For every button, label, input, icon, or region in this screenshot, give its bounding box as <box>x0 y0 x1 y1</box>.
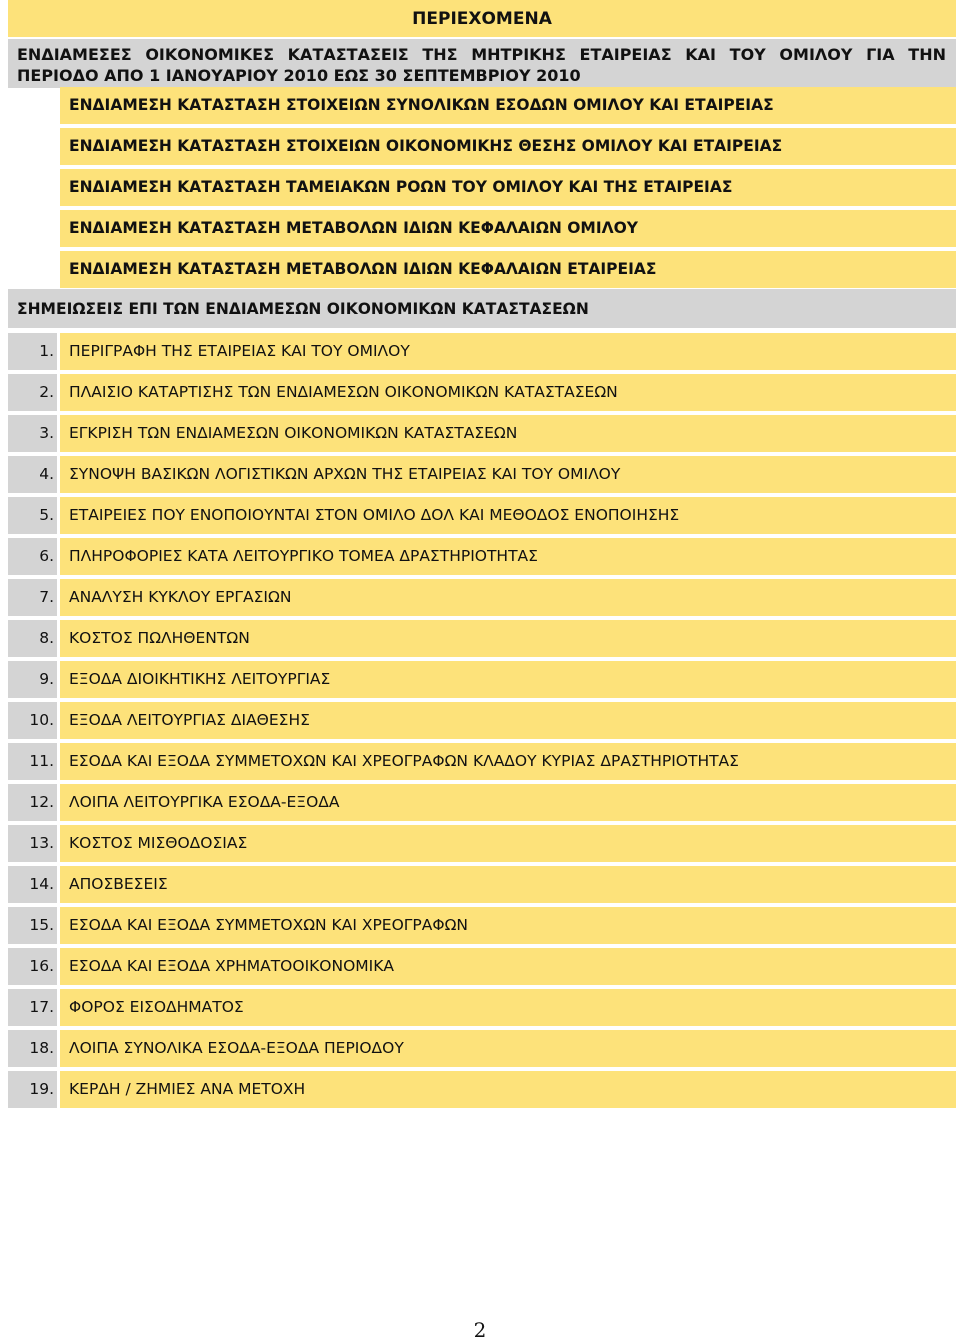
note-row[interactable] <box>8 702 956 739</box>
note-text-cell <box>60 784 956 821</box>
note-text: ΑΝΑΛΥΣΗ ΚΥΚΛΟΥ ΕΡΓΑΣΙΩΝ <box>69 588 292 606</box>
note-row[interactable] <box>8 374 956 411</box>
note-number: 6. <box>39 547 54 565</box>
intro-heading-line-2: ΠΕΡΙΟΔΟ ΑΠΟ 1 ΙΑΝΟΥΑΡΙΟΥ 2010 ΕΩΣ 30 ΣΕΠΤΕΜΒΡΙΟΥ 2010 <box>17 66 581 85</box>
note-text: ΛΟΙΠΑ ΣΥΝΟΛΙΚΑ ΕΣΟΔΑ-ΕΞΟΔΑ ΠΕΡΙΟΔΟΥ <box>69 1039 404 1057</box>
note-row[interactable] <box>8 743 956 780</box>
note-number-cell <box>8 538 57 575</box>
note-number-cell <box>8 948 57 985</box>
note-text: ΠΛΑΙΣΙΟ ΚΑΤΑΡΤΙΣΗΣ ΤΩΝ ΕΝΔΙΑΜΕΣΩΝ ΟΙΚΟΝΟΜΙΚΩΝ ΚΑΤΑΣΤΑΣΕΩΝ <box>69 383 618 401</box>
note-number: 10. <box>29 711 54 729</box>
note-number-cell <box>8 1030 57 1067</box>
note-text-cell <box>60 374 956 411</box>
note-row[interactable] <box>8 1071 956 1108</box>
note-text: ΕΣΟΔΑ ΚΑΙ ΕΞΟΔΑ ΣΥΜΜΕΤΟΧΩΝ ΚΑΙ ΧΡΕΟΓΡΑΦΩΝ ΚΛΑΔΟΥ ΚΥΡΙΑΣ ΔΡΑΣΤΗΡΙΟΤΗΤΑΣ <box>69 752 739 770</box>
statement-label: ΕΝΔΙΑΜΕΣΗ ΚΑΤΑΣΤΑΣΗ ΜΕΤΑΒΟΛΩΝ ΙΔΙΩΝ ΚΕΦΑΛΑΙΩΝ ΕΤΑΙΡΕΙΑΣ <box>69 260 657 278</box>
note-text-cell <box>60 907 956 944</box>
note-number: 8. <box>39 629 54 647</box>
note-row[interactable] <box>8 579 956 616</box>
note-number-cell <box>8 374 57 411</box>
note-text-cell <box>60 948 956 985</box>
note-text-cell <box>60 989 956 1026</box>
statement-item[interactable] <box>60 87 956 124</box>
note-row[interactable] <box>8 907 956 944</box>
toc-title-bar <box>8 0 956 37</box>
note-number: 1. <box>39 342 54 360</box>
intro-heading-line-1: ΕΝΔΙΑΜΕΣΕΣ ΟΙΚΟΝΟΜΙΚΕΣ ΚΑΤΑΣΤΑΣΕΙΣ ΤΗΣ ΜΗΤΡΙΚΗΣ ΕΤΑΙΡΕΙΑΣ ΚΑΙ ΤΟΥ ΟΜΙΛΟΥ ΓΙΑ ΤΗΝ <box>17 45 946 64</box>
notes-heading: ΣΗΜΕΙΩΣΕΙΣ ΕΠΙ ΤΩΝ ΕΝΔΙΑΜΕΣΩΝ ΟΙΚΟΝΟΜΙΚΩΝ ΚΑΤΑΣΤΑΣΕΩΝ <box>17 300 589 318</box>
note-number: 3. <box>39 424 54 442</box>
statement-label: ΕΝΔΙΑΜΕΣΗ ΚΑΤΑΣΤΑΣΗ ΣΤΟΙΧΕΙΩΝ ΟΙΚΟΝΟΜΙΚΗΣ ΘΕΣΗΣ ΟΜΙΛΟΥ ΚΑΙ ΕΤΑΙΡΕΙΑΣ <box>69 137 783 155</box>
note-number-cell <box>8 743 57 780</box>
note-text: ΑΠΟΣΒΕΣΕΙΣ <box>69 875 168 893</box>
note-number-cell <box>8 989 57 1026</box>
note-text-cell <box>60 620 956 657</box>
statement-label: ΕΝΔΙΑΜΕΣΗ ΚΑΤΑΣΤΑΣΗ ΣΤΟΙΧΕΙΩΝ ΣΥΝΟΛΙΚΩΝ ΕΣΟΔΩΝ ΟΜΙΛΟΥ ΚΑΙ ΕΤΑΙΡΕΙΑΣ <box>69 96 774 114</box>
note-number: 18. <box>29 1039 54 1057</box>
note-number: 16. <box>29 957 54 975</box>
note-text: ΕΣΟΔΑ ΚΑΙ ΕΞΟΔΑ ΣΥΜΜΕΤΟΧΩΝ ΚΑΙ ΧΡΕΟΓΡΑΦΩΝ <box>69 916 469 934</box>
notes-heading-block <box>8 289 956 328</box>
note-number: 9. <box>39 670 54 688</box>
note-text: ΦΟΡΟΣ ΕΙΣΟΔΗΜΑΤΟΣ <box>69 998 244 1016</box>
note-number-cell <box>8 497 57 534</box>
note-text-cell <box>60 702 956 739</box>
note-text-cell <box>60 1030 956 1067</box>
note-number: 2. <box>39 383 54 401</box>
note-number-cell <box>8 620 57 657</box>
note-number: 4. <box>39 465 54 483</box>
note-number-cell <box>8 702 57 739</box>
note-number-cell <box>8 907 57 944</box>
note-number: 12. <box>29 793 54 811</box>
note-number-cell <box>8 456 57 493</box>
note-text-cell <box>60 415 956 452</box>
note-number: 13. <box>29 834 54 852</box>
statement-item[interactable] <box>60 210 956 247</box>
note-text-cell <box>60 743 956 780</box>
note-number-cell <box>8 333 57 370</box>
intro-heading <box>17 44 946 86</box>
note-number-cell <box>8 661 57 698</box>
note-text: ΕΞΟΔΑ ΔΙΟΙΚΗΤΙΚΗΣ ΛΕΙΤΟΥΡΓΙΑΣ <box>69 670 331 688</box>
note-number: 5. <box>39 506 54 524</box>
statement-label: ΕΝΔΙΑΜΕΣΗ ΚΑΤΑΣΤΑΣΗ ΜΕΤΑΒΟΛΩΝ ΙΔΙΩΝ ΚΕΦΑΛΑΙΩΝ ΟΜΙΛΟΥ <box>69 219 639 237</box>
note-number-cell <box>8 1071 57 1108</box>
note-row[interactable] <box>8 661 956 698</box>
note-text: ΚΟΣΤΟΣ ΜΙΣΘΟΔΟΣΙΑΣ <box>69 834 248 852</box>
note-text: ΠΛΗΡΟΦΟΡΙΕΣ ΚΑΤΑ ΛΕΙΤΟΥΡΓΙΚΟ ΤΟΜΕΑ ΔΡΑΣΤΗΡΙΟΤΗΤΑΣ <box>69 547 538 565</box>
statement-item[interactable] <box>60 169 956 206</box>
note-text-cell <box>60 866 956 903</box>
note-number-cell <box>8 579 57 616</box>
note-text: ΕΓΚΡΙΣΗ ΤΩΝ ΕΝΔΙΑΜΕΣΩΝ ΟΙΚΟΝΟΜΙΚΩΝ ΚΑΤΑΣΤΑΣΕΩΝ <box>69 424 518 442</box>
note-text-cell <box>60 333 956 370</box>
note-row[interactable] <box>8 415 956 452</box>
note-text-cell <box>60 456 956 493</box>
note-number-cell <box>8 784 57 821</box>
note-text-cell <box>60 538 956 575</box>
note-text: ΣΥΝΟΨΗ ΒΑΣΙΚΩΝ ΛΟΓΙΣΤΙΚΩΝ ΑΡΧΩΝ ΤΗΣ ΕΤΑΙΡΕΙΑΣ ΚΑΙ ΤΟΥ ΟΜΙΛΟΥ <box>69 465 621 483</box>
intro-heading-block <box>8 39 956 88</box>
note-text-cell <box>60 497 956 534</box>
note-text: ΕΣΟΔΑ ΚΑΙ ΕΞΟΔΑ ΧΡΗΜΑΤΟΟΙΚΟΝΟΜΙΚΑ <box>69 957 395 975</box>
note-row[interactable] <box>8 620 956 657</box>
note-text: ΠΕΡΙΓΡΑΦΗ ΤΗΣ ΕΤΑΙΡΕΙΑΣ ΚΑΙ ΤΟΥ ΟΜΙΛΟΥ <box>69 342 410 360</box>
note-text-cell <box>60 579 956 616</box>
note-row[interactable] <box>8 497 956 534</box>
note-row[interactable] <box>8 1030 956 1067</box>
note-row[interactable] <box>8 989 956 1026</box>
note-row[interactable] <box>8 948 956 985</box>
note-row[interactable] <box>8 825 956 862</box>
statement-label: ΕΝΔΙΑΜΕΣΗ ΚΑΤΑΣΤΑΣΗ ΤΑΜΕΙΑΚΩΝ ΡΟΩΝ ΤΟΥ ΟΜΙΛΟΥ ΚΑΙ ΤΗΣ ΕΤΑΙΡΕΙΑΣ <box>69 178 733 196</box>
note-text: ΕΞΟΔΑ ΛΕΙΤΟΥΡΓΙΑΣ ΔΙΑΘΕΣΗΣ <box>69 711 310 729</box>
note-text-cell <box>60 825 956 862</box>
note-text-cell <box>60 1071 956 1108</box>
note-number: 17. <box>29 998 54 1016</box>
note-text: ΕΤΑΙΡΕΙΕΣ ΠΟΥ ΕΝΟΠΟΙΟΥΝΤΑΙ ΣΤΟΝ ΟΜΙΛΟ ΔΟΛ ΚΑΙ ΜΕΘΟΔΟΣ ΕΝΟΠΟΙΗΣΗΣ <box>69 506 680 524</box>
note-number: 15. <box>29 916 54 934</box>
note-row[interactable] <box>8 866 956 903</box>
note-text: ΚΕΡΔΗ / ΖΗΜΙΕΣ ΑΝΑ ΜΕΤΟΧΗ <box>69 1080 306 1098</box>
note-number: 14. <box>29 875 54 893</box>
note-row[interactable] <box>8 538 956 575</box>
note-number: 7. <box>39 588 54 606</box>
note-text: ΛΟΙΠΑ ΛΕΙΤΟΥΡΓΙΚΑ ΕΣΟΔΑ-ΕΞΟΔΑ <box>69 793 340 811</box>
note-row[interactable] <box>8 333 956 370</box>
page-number: 2 <box>473 1318 487 1342</box>
note-row[interactable] <box>8 456 956 493</box>
note-number-cell <box>8 866 57 903</box>
note-number: 19. <box>29 1080 54 1098</box>
note-row[interactable] <box>8 784 956 821</box>
note-number-cell <box>8 825 57 862</box>
statement-item[interactable] <box>60 251 956 288</box>
note-number: 11. <box>29 752 54 770</box>
toc-title: ΠΕΡΙΕΧΟΜΕΝΑ <box>412 9 552 29</box>
note-text: ΚΟΣΤΟΣ ΠΩΛΗΘΕΝΤΩΝ <box>69 629 250 647</box>
note-number-cell <box>8 415 57 452</box>
statement-item[interactable] <box>60 128 956 165</box>
note-text-cell <box>60 661 956 698</box>
